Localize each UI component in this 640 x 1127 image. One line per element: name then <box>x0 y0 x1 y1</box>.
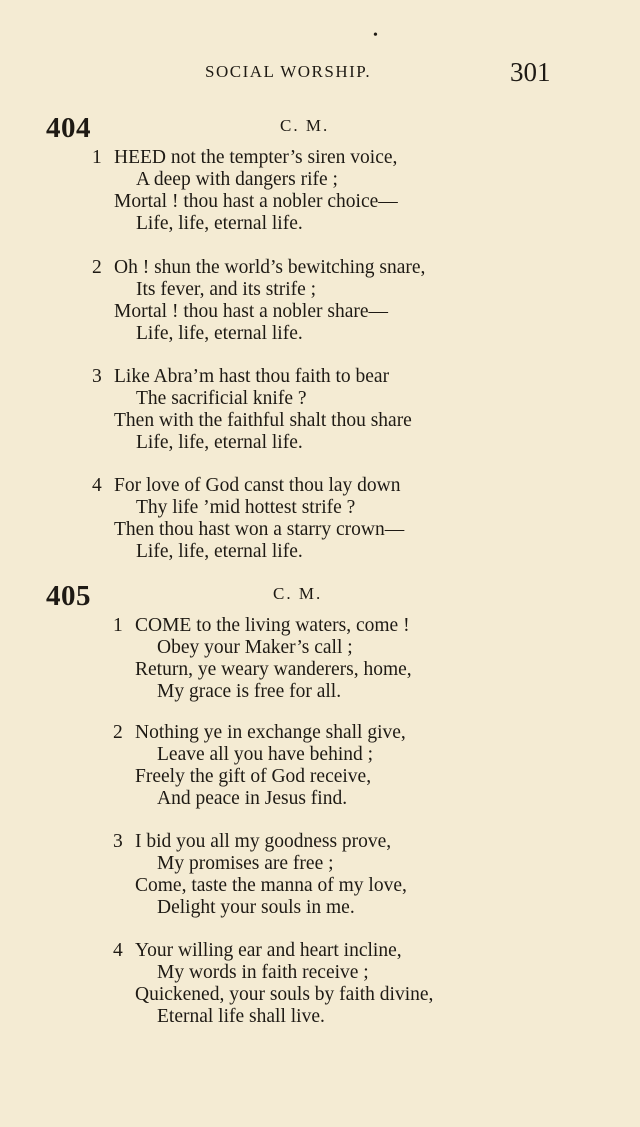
verse-line: Eternal life shall live. <box>157 1006 325 1027</box>
verse-line: COME to the living waters, come ! <box>135 615 410 636</box>
stanza-number: 4 <box>113 940 123 961</box>
hymn-meter: C. M. <box>273 584 323 603</box>
verse-line: Mortal ! thou hast a nobler share— <box>114 301 389 322</box>
verse-line: Mortal ! thou hast a nobler choice— <box>114 191 398 212</box>
stanza-number: 3 <box>92 366 102 387</box>
verse-line: My grace is free for all. <box>157 681 342 702</box>
verse-line: Your willing ear and heart incline, <box>135 940 402 961</box>
verse-line: Life, life, eternal life. <box>136 432 303 453</box>
hymn-meter: C. M. <box>280 116 330 135</box>
hymn-number: 405 <box>46 580 91 612</box>
stanza-number: 4 <box>92 475 102 496</box>
verse-line: A deep with dangers rife ; <box>136 169 338 190</box>
verse-line: Freely the gift of God receive, <box>135 766 372 787</box>
verse-line: Thy life ’mid hottest strife ? <box>136 497 356 518</box>
verse-line: Oh ! shun the world’s bewitching snare, <box>114 257 426 278</box>
hymn-number: 404 <box>46 112 91 144</box>
stanza-number: 1 <box>92 147 102 168</box>
stanza-number: 1 <box>113 615 123 636</box>
running-head: SOCIAL WORSHIP. <box>205 62 372 81</box>
stanza-number: 2 <box>92 257 102 278</box>
verse-line: Delight your souls in me. <box>157 897 355 918</box>
verse-line: Life, life, eternal life. <box>136 213 303 234</box>
verse-line: Nothing ye in exchange shall give, <box>135 722 406 743</box>
verse-line: My promises are free ; <box>157 853 334 874</box>
verse-line: Leave all you have behind ; <box>157 744 374 765</box>
verse-line: Then thou hast won a starry crown— <box>114 519 405 540</box>
stanza-number: 2 <box>113 722 123 743</box>
verse-line: Quickened, your souls by faith divine, <box>135 984 434 1005</box>
verse-line: My words in faith receive ; <box>157 962 369 983</box>
top-ornament: • <box>373 28 378 43</box>
verse-line: For love of God canst thou lay down <box>114 475 401 496</box>
verse-line: HEED not the tempter’s siren voice, <box>114 147 398 168</box>
verse-line: I bid you all my goodness prove, <box>135 831 392 852</box>
verse-line: And peace in Jesus find. <box>157 788 348 809</box>
verse-line: Life, life, eternal life. <box>136 323 303 344</box>
page-number: 301 <box>510 57 551 87</box>
verse-line: Obey your Maker’s call ; <box>157 637 353 658</box>
verse-line: Return, ye weary wanderers, home, <box>135 659 412 680</box>
verse-line: The sacrificial knife ? <box>136 388 307 409</box>
verse-line: Like Abra’m hast thou faith to bear <box>114 366 390 387</box>
verse-line: Its fever, and its strife ; <box>136 279 317 300</box>
verse-line: Life, life, eternal life. <box>136 541 303 562</box>
verse-line: Come, taste the manna of my love, <box>135 875 407 896</box>
stanza-number: 3 <box>113 831 123 852</box>
verse-line: Then with the faithful shalt thou share <box>114 410 412 431</box>
